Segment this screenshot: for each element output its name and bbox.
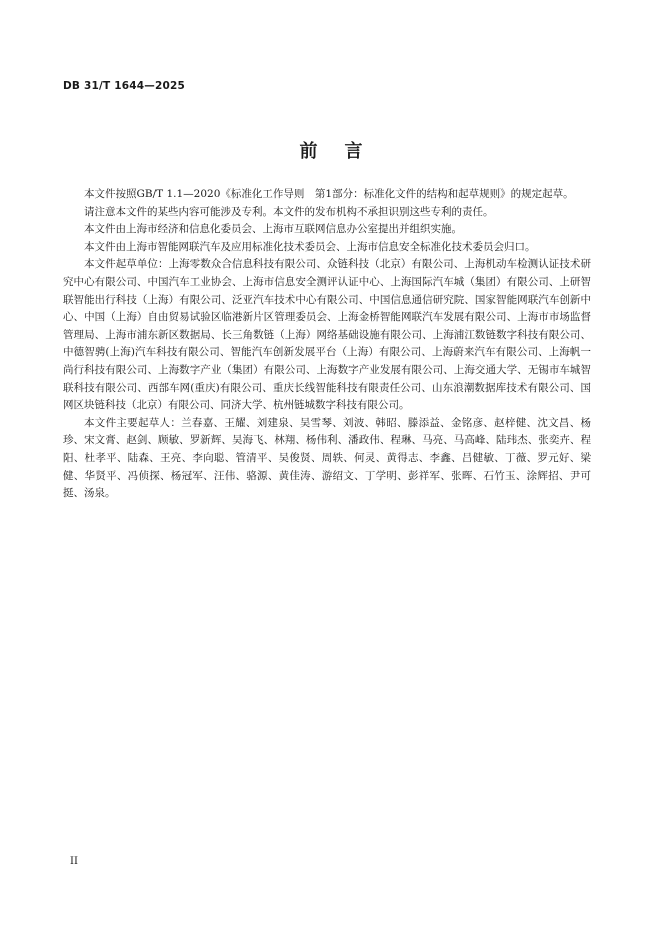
paragraph-patent-notice: 请注意本文件的某些内容可能涉及专利。本文件的发布机构不承担识别这些专利的责任。 (84, 205, 494, 218)
page-title (0, 137, 662, 163)
paragraph-drafting-rules: 本文件按照GB/T 1.1—2020《标准化工作导则 第1部分：标准化文件的结构和起草规则》的规定起草。 (84, 188, 574, 200)
paragraph-proposer: 本文件由上海市经济和信息化委员会、上海市互联网信息办公室提出并组织实施。 (84, 223, 462, 236)
paragraph-drafting-units: 本文件起草单位：上海零数众合信息科技有限公司、众链科技（北京）有限公司、上海机动车检测认证技术研究中心有限公司、中国汽车工业协会、上海市信息安全测评认证中心、上海国际汽车城（集团）有限公司、上研智联智能出行科技（上海）有限公司、泛亚汽车技术中心有限公司、中国信息通信研究院、国家智能网联汽车创新中心、中国（上海）自由贸易试验区临港新片区管理委员会、上海金桥智能网联汽车发展有限公司、上海市市场监督管理局、上海市浦东新区数据局、长三角数链（上海）网络基础设施有限公司、上海浦江数链数字科技有限公司、中德智骋(上海)汽车科技有限公司、智能汽车创新发展平台（上海）有限公司、上海蔚来汽车有限公司、上海帆一尚行科技有限公司、上海数字产业（集团）有限公司、上海数字产业发展有限公司、上海交通大学、无锡市车城智联科技有限公司、西部车网(重庆)有限公司、重庆长线智能科技有限责任公司、山东浪潮数据库技术有限公司、国网区块链科技（北京）有限公司、同济大学、杭州链城数字科技有限公司。 (63, 258, 591, 412)
page-title-char-1: 前 (299, 141, 318, 162)
page-title-char-2: 言 (344, 141, 363, 162)
standard-code: DB 31/T 1644—2025 (63, 80, 185, 92)
paragraph-drafters: 本文件主要起草人：兰春嘉、王耀、刘建泉、吴雪琴、刘波、韩昭、滕添益、金铭彦、赵梓健、沈文昌、杨珍、宋文膏、赵剑、顾敏、罗新辉、吴海飞、林翔、杨伟利、潘政伟、程琳、马亮、马高峰、陆玮杰、张奕卉、程阳、杜孝平、陆森、王亮、李向聪、管清平、吴俊贤、周轶、何灵、黄得志、李鑫、吕健敏、丁薇、罗元好、梁健、华贤平、冯侦探、杨冠军、汪伟、骆源、黄佳涛、游绍文、丁学明、彭祥军、张晖、石竹玉、涂辉招、尹可挺、汤泉。 (63, 416, 591, 500)
foreword-body (63, 186, 591, 503)
paragraph-technical-committee: 本文件由上海市智能网联汽车及应用标准化技术委员会、上海市信息安全标准化技术委员会归口。 (84, 240, 536, 253)
page-number: II (70, 856, 78, 867)
